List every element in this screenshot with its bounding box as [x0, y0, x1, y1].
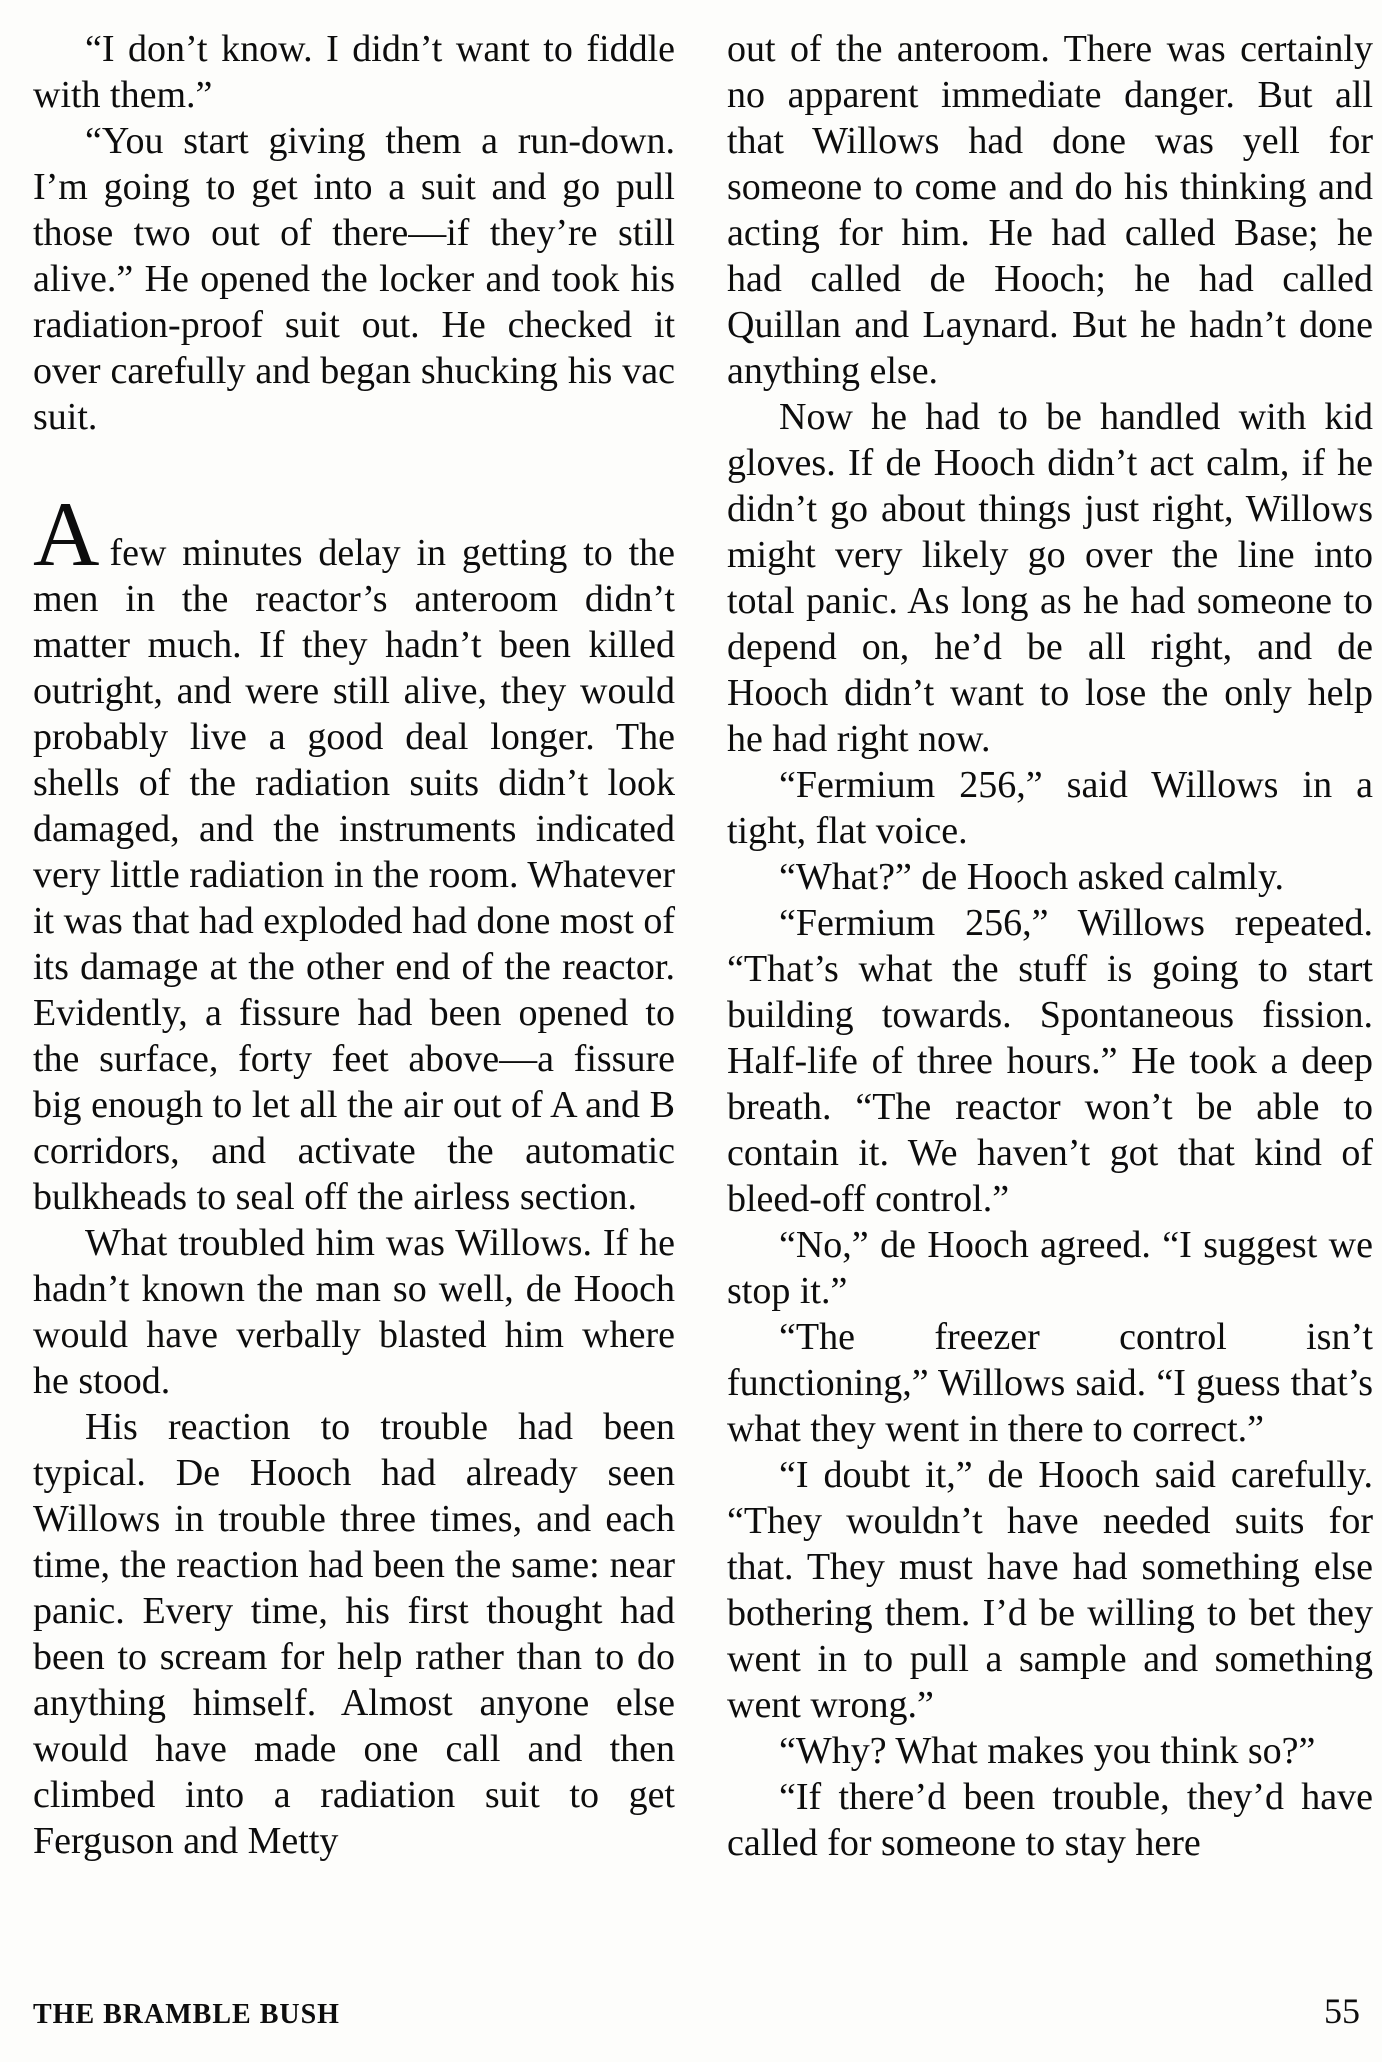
page-number: 55 [1324, 1991, 1360, 2031]
paragraph: “You start giving them a run-down. I’m going to get into a suit and go pull those two out of there—if they’re still alive.” He opened the locker and took his radiation-proof suit out. He checked it over carefully and began shucking his vac suit. [33, 120, 675, 438]
paragraph: “What?” de Hooch asked calmly. [779, 856, 1285, 898]
section-opening-paragraph: Afew minutes delay in getting to the men in the reactor’s anteroom didn’t matter much. If they hadn’t been killed outright, and were still alive, they would probably live a good deal longer. The shells of the radiation suits didn’t look damaged, and the instruments indicated very little radiation in the room. Whatever it was that had exploded had done most of its damage at the other end of the reactor. Evidently, a fissure had been opened to the surface, forty feet above—a fissure big enough to let all the air out of A and B corridors, and activate the automatic bulkheads to seal off the airless section. [33, 483, 675, 1218]
section-break [33, 440, 675, 530]
paragraph: His reaction to trouble had been typical. De Hooch had already seen Willows in trouble three times, and each time, the reaction had been the same: near panic. Every time, his first thought had been to scream for help rather than to do anything himself. Almost anyone else would have made one call and then climbed into a radiation suit to get Ferguson and Metty [33, 1406, 675, 1862]
paragraph: Now he had to be handled with kid gloves. If de Hooch didn’t act calm, if he didn’t go about things just right, Willows might very likely go over the line into total panic. As long as he had someone to depend on, he’d be all right, and de Hooch didn’t want to lose the only help he had right now. [727, 396, 1373, 760]
paragraph: “Why? What makes you think so?” [779, 1730, 1316, 1772]
paragraph: out of the anteroom. There was certainly no apparent immediate danger. But all that Willows had done was yell for someone to come and do his thinking and acting for him. He had called Base; he had called de Hooch; he had called Quillan and Laynard. But he hadn’t done anything else. [727, 28, 1373, 392]
paragraph: “No,” de Hooch agreed. “I suggest we stop it.” [727, 1224, 1373, 1312]
paragraph: “Fermium 256,” said Willows in a tight, flat voice. [727, 764, 1373, 852]
paragraph: “I don’t know. I didn’t want to fiddle with them.” [33, 28, 675, 116]
paragraph: “Fermium 256,” Willows repeated. “That’s what the stuff is going to start building towards. Spontaneous fission. Half-life of three hours.” He took a deep breath. “The reactor won’t be able to contain it. We haven’t got that kind of bleed-off control.” [727, 902, 1373, 1220]
book-title: THE BRAMBLE BUSH [33, 1999, 340, 2030]
left-column [33, 26, 675, 1866]
paragraph: What troubled him was Willows. If he hadn’t known the man so well, de Hooch would have verbally blasted him where he stood. [33, 1222, 675, 1402]
running-footer [33, 1990, 1360, 2032]
paragraph: “I doubt it,” de Hooch said carefully. “They wouldn’t have needed suits for that. They must have had something else bothering them. I’d be willing to bet they went in to pull a sample and something went wrong.” [727, 1454, 1373, 1726]
section-opening-text: few minutes delay in getting to the men in the reactor’s anteroom didn’t matter much. If they hadn’t been killed outright, and were still alive, they would probably live a good deal longer. The shells of the radiation suits didn’t look damaged, and the instruments indicated very little radiation in the room. Whatever it was that had exploded had done most of its damage at the other end of the reactor. Evidently, a fissure had been opened to the surface, forty feet above—a fissure big enough to let all the air out of A and B corridors, and activate the automatic bulkheads to seal off the airless section. [33, 532, 675, 1218]
paragraph: “The freezer control isn’t functioning,” Willows said. “I guess that’s what they went in there to correct.” [727, 1316, 1373, 1450]
right-column [727, 26, 1373, 1866]
text-columns [33, 26, 1373, 1866]
paragraph: “If there’d been trouble, they’d have called for someone to stay here [727, 1776, 1373, 1864]
